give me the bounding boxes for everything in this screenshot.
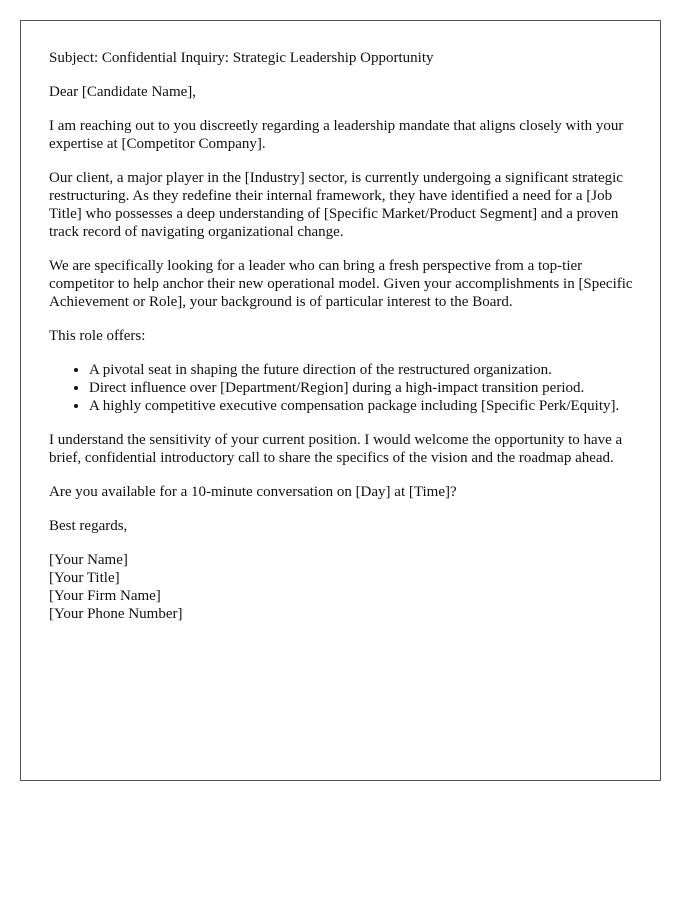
letter-paragraph: I am reaching out to you discreetly regarding a leadership mandate that aligns closely with your expertise at [Competitor Company]. bbox=[49, 118, 624, 152]
letter-paragraph: Our client, a major player in the [Industry] sector, is currently undergoing a significant strategic restructuring. As they redefine their internal framework, they have identified a need for a [Job Title] who possesses a deep understanding of [Specific Market/Product Segment] and a proven track record of navigating organizational change. bbox=[49, 170, 623, 240]
letter-greeting: Dear [Candidate Name], bbox=[49, 84, 197, 100]
signature-name: [Your Name] bbox=[49, 552, 128, 568]
sign-off: Best regards, bbox=[49, 518, 128, 534]
offers-list bbox=[49, 361, 634, 415]
offers-list-item: • A highly competitive executive compensation package including [Specific Perk/Equity]. bbox=[89, 397, 634, 415]
letter-body bbox=[49, 49, 634, 639]
signature-block bbox=[49, 551, 634, 623]
letter-paragraph: I understand the sensitivity of your current position. I would welcome the opportunity to have a brief, confidential introductory call to share the specifics of the vision and the roadmap ahead. bbox=[49, 432, 623, 466]
offers-list-item: • Direct influence over [Department/Region] during a high-impact transition period. bbox=[89, 379, 634, 397]
letter-page bbox=[20, 20, 661, 781]
signature-firm: [Your Firm Name] bbox=[49, 588, 161, 604]
letter-paragraph: Are you available for a 10-minute conversation on [Day] at [Time]? bbox=[49, 484, 457, 500]
offers-list-item: • A pivotal seat in shaping the future direction of the restructured organization. bbox=[89, 361, 634, 379]
offers-intro: This role offers: bbox=[49, 328, 146, 344]
signature-title: [Your Title] bbox=[49, 570, 120, 586]
letter-subject: Subject: Confidential Inquiry: Strategic Leadership Opportunity bbox=[49, 50, 434, 66]
signature-phone: [Your Phone Number] bbox=[49, 606, 183, 622]
letter-paragraph: We are specifically looking for a leader who can bring a fresh perspective from a top-tier competitor to help anchor their new operational model. Given your accomplishments in [Specific Achievement or Role], your background is of particular interest to the Board. bbox=[49, 258, 633, 310]
